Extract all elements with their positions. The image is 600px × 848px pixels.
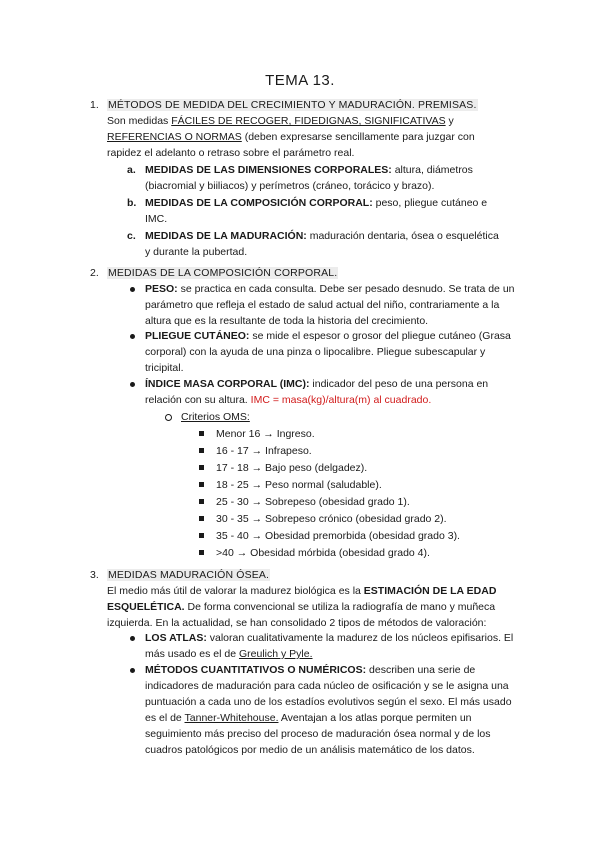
s1-item-a-label: a. xyxy=(127,164,136,176)
bullet-atlas xyxy=(145,630,517,662)
oms-item-text: 18 - 25 → Peso normal (saludable). xyxy=(216,479,382,491)
s3-bold-edad: ESTIMACIÓN DE LA EDAD ESQUELÉTICA. xyxy=(107,585,497,613)
s1-item-c-bold: MEDIDAS DE LA MADURACIÓN: xyxy=(145,230,307,242)
pliegue-text: se mide el espesor o grosor del pliegue cutáneo (Grasa corporal) con la ayuda de una pinza o lipocalibre. Pliegue subescapular y tricipital. xyxy=(145,330,511,374)
bullet-imc xyxy=(145,376,517,408)
bullet-dot-icon xyxy=(130,334,135,339)
s1-item-c xyxy=(127,228,505,260)
square-bullet-icon xyxy=(199,448,204,453)
peso-text: se practica en cada consulta. Debe ser pesado desnudo. Se trata de un parámetro que refleja el estado de salud actual del niño, contrariamente a la altura que es la resultante de toda la historia del crecimiento. xyxy=(145,283,515,327)
bullet-peso xyxy=(145,281,523,329)
criterios-label: Criterios OMS: xyxy=(181,411,250,423)
section-1-number: 1. xyxy=(90,99,99,111)
bullet-metodos xyxy=(145,662,523,758)
oms-item-text: Menor 16 → Ingreso. xyxy=(216,428,315,440)
section-3-title: MEDIDAS MADURACIÓN ÓSEA. xyxy=(108,569,270,581)
square-bullet-icon xyxy=(199,482,204,487)
criterios-oms xyxy=(181,409,250,425)
s1-item-c-text: maduración dentaria, ósea o esquelética y durante la pubertad. xyxy=(145,230,499,258)
oms-item xyxy=(216,426,315,442)
circle-bullet-icon xyxy=(165,414,172,421)
oms-item xyxy=(216,477,382,493)
square-bullet-icon xyxy=(199,431,204,436)
metodos-text-2: Aventajan a los atlas porque permiten un seguimiento más preciso del proceso de maduración ósea normal y de los cuadros patológicos por medio de un análisis matemático de los datos. xyxy=(145,712,491,756)
s1-item-b xyxy=(127,195,505,227)
s1-text-b: y xyxy=(445,115,454,127)
oms-item-text: >40 → Obesidad mórbida (obesidad grado 4). xyxy=(216,547,430,559)
imc-formula: IMC = masa(kg)/altura(m) al cuadrado. xyxy=(250,394,432,406)
oms-item-text: 16 - 17 → Infrapeso. xyxy=(216,445,312,457)
atlas-reference: Greulich y Pyle. xyxy=(238,648,313,660)
section-3-paragraph xyxy=(107,583,521,631)
oms-item xyxy=(216,460,367,476)
page-title: TEMA 13. xyxy=(265,72,335,89)
section-2-title: MEDIDAS DE LA COMPOSICIÓN CORPORAL. xyxy=(108,267,338,279)
s1-item-b-label: b. xyxy=(127,197,137,209)
bullet-dot-icon xyxy=(130,382,135,387)
bullet-dot-icon xyxy=(130,636,135,641)
oms-item-text: 35 - 40 → Obesidad premorbida (obesidad grado 3). xyxy=(216,530,460,542)
section-1-heading xyxy=(90,97,510,113)
metodos-label: MÉTODOS CUANTITATIVOS O NUMÉRICOS: xyxy=(145,664,367,676)
oms-item xyxy=(216,545,430,561)
metodos-reference: Tanner-Whitehouse. xyxy=(184,712,279,724)
s1-item-a xyxy=(127,162,505,194)
oms-item xyxy=(216,443,312,459)
s1-text-c: (deben expresarse sencillamente para juzgar con rapidez el adelanto o retraso sobre el parámetro real. xyxy=(107,131,475,159)
s1-item-b-bold: MEDIDAS DE LA COMPOSICIÓN CORPORAL: xyxy=(145,197,373,209)
imc-label: ÍNDICE MASA CORPORAL (IMC): xyxy=(145,378,310,390)
section-3-heading xyxy=(90,567,510,583)
atlas-label: LOS ATLAS: xyxy=(145,632,207,644)
pliegue-label: PLIEGUE CUTÁNEO: xyxy=(145,330,250,342)
atlas-text: valoran cualitativamente la madurez de los núcleos epifisarios. El más usado es el de xyxy=(145,632,514,660)
s1-underlined-qualities: FÁCILES DE RECOGER, FIDEDIGNAS, SIGNIFICATIVAS xyxy=(171,115,446,127)
square-bullet-icon xyxy=(199,499,204,504)
s1-text-a: Son medidas xyxy=(107,115,172,127)
oms-item-text: 25 - 30 → Sobrepeso (obesidad grado 1). xyxy=(216,496,410,508)
s1-item-a-bold: MEDIDAS DE LAS DIMENSIONES CORPORALES: xyxy=(145,164,392,176)
section-2-heading xyxy=(90,265,510,281)
s1-underlined-references: REFERENCIAS O NORMAS xyxy=(107,131,242,143)
square-bullet-icon xyxy=(199,465,204,470)
metodos-text: describen una serie de indicadores de maduración para cada núcleo de osificación y se le asigna una puntuación a cada uno de los estadíos evolutivos según el sexo. El más usado es el de xyxy=(145,664,512,724)
oms-item-text: 30 - 35 → Sobrepeso crónico (obesidad grado 2). xyxy=(216,513,447,525)
square-bullet-icon xyxy=(199,550,204,555)
oms-item-text: 17 - 18 → Bajo peso (delgadez). xyxy=(216,462,368,474)
square-bullet-icon xyxy=(199,533,204,538)
oms-item xyxy=(216,528,460,544)
oms-item xyxy=(216,494,410,510)
s1-item-c-label: c. xyxy=(127,230,136,242)
peso-label: PESO: xyxy=(145,283,178,295)
section-3-number: 3. xyxy=(90,569,99,581)
imc-text: indicador del peso de una persona en relación con su altura. xyxy=(145,378,489,406)
s1-item-a-text: altura, diámetros (biacromial y biiliacos) y perímetros (cráneo, torácico y brazo). xyxy=(145,164,473,192)
section-1-title: MÉTODOS DE MEDIDA DEL CRECIMIENTO Y MADURACIÓN. PREMISAS. xyxy=(108,99,477,111)
square-bullet-icon xyxy=(199,516,204,521)
bullet-pliegue xyxy=(145,328,515,376)
bullet-dot-icon xyxy=(130,668,135,673)
s3-text-b: De forma convencional se utiliza la radiografía de mano y muñeca izquierda. En la actualidad, se han consolidado 2 tipos de métodos de valoración: xyxy=(107,601,496,629)
bullet-dot-icon xyxy=(130,287,135,292)
section-2-number: 2. xyxy=(90,267,99,279)
s3-text-a: El medio más útil de valorar la madurez biológica es la xyxy=(107,585,364,597)
section-1-paragraph xyxy=(107,113,507,161)
oms-item xyxy=(216,511,447,527)
s1-item-b-text: peso, pliegue cutáneo e IMC. xyxy=(145,197,488,225)
